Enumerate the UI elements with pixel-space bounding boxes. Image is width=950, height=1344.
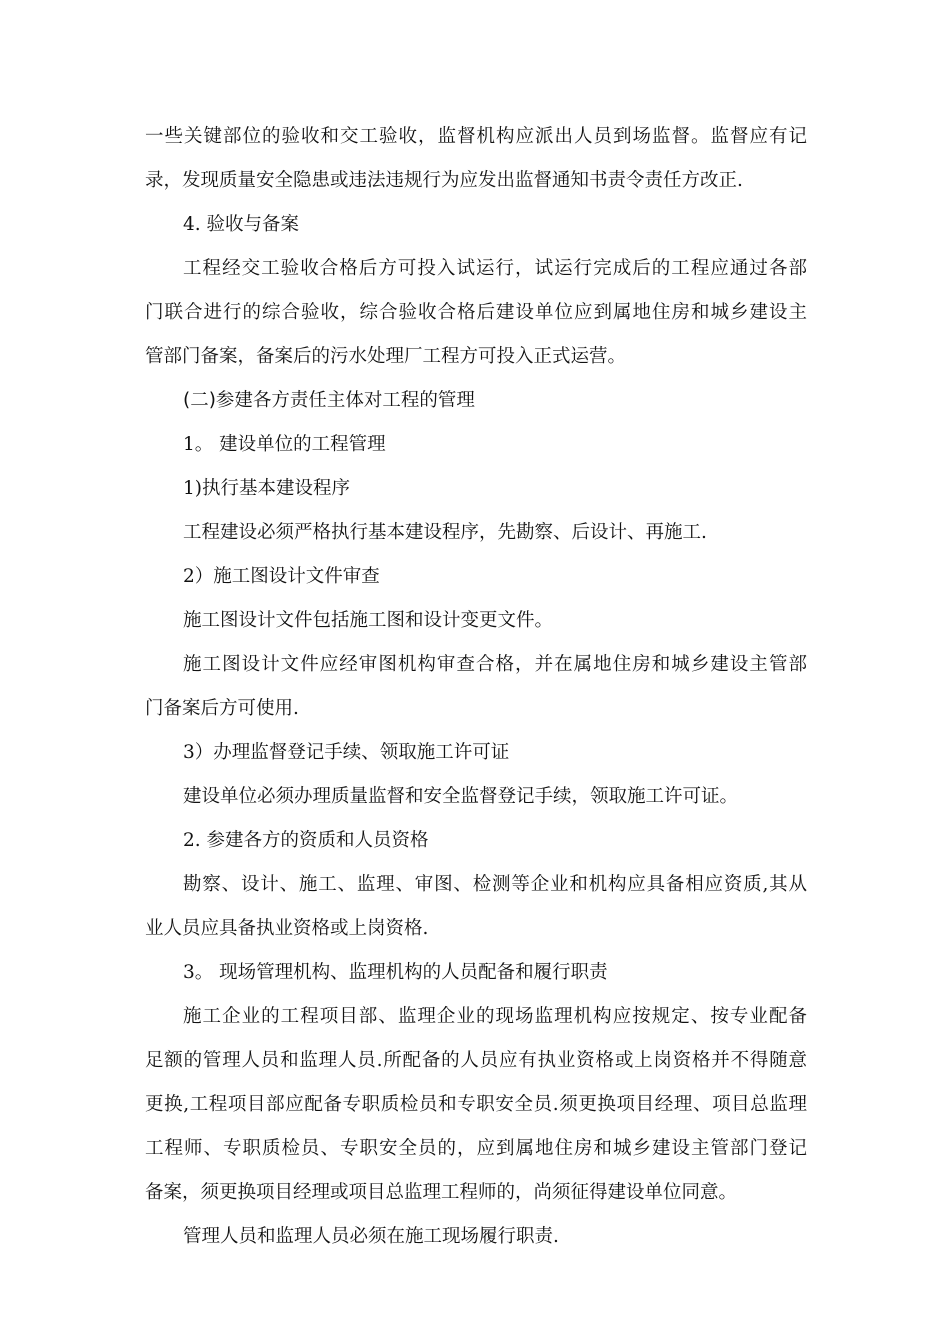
text-line: 门备案后方可使用. (145, 698, 299, 719)
text-line: 3）办理监督登记手续、领取施工许可证 (183, 742, 510, 763)
text-line: 更换,工程项目部应配备专职质检员和专职安全员.须更换项目经理、项目总监理 (145, 1094, 807, 1115)
text-line: 1。 建设单位的工程管理 (183, 434, 386, 455)
text-line: 工程经交工验收合格后方可投入试运行，试运行完成后的工程应通过各部 (183, 258, 807, 279)
text-line: 业人员应具备执业资格或上岗资格. (145, 918, 429, 939)
text-line: 2. 参建各方的资质和人员资格 (183, 830, 429, 851)
text-line: 工程师、专职质检员、专职安全员的，应到属地住房和城乡建设主管部门登记 (145, 1138, 807, 1159)
document-body (145, 120, 807, 1264)
text-line: 2）施工图设计文件审查 (183, 566, 380, 587)
text-line: 备案，须更换项目经理或项目总监理工程师的，尚须征得建设单位同意。 (145, 1182, 738, 1203)
text-line: 一些关键部位的验收和交工验收，监督机构应派出人员到场监督。监督应有记 (145, 126, 807, 147)
section-heading: (二)参建各方责任主体对工程的管理 (183, 390, 475, 411)
text-line: 施工企业的工程项目部、监理企业的现场监理机构应按规定、按专业配备 (183, 1006, 807, 1027)
text-line: 工程建设必须严格执行基本建设程序，先勘察、后设计、再施工. (183, 522, 707, 543)
text-line: 勘察、设计、施工、监理、审图、检测等企业和机构应具备相应资质,其从 (183, 874, 807, 895)
text-line: 4. 验收与备案 (183, 214, 300, 235)
text-line: 管理人员和监理人员必须在施工现场履行职责. (183, 1226, 559, 1247)
text-line: 足额的管理人员和监理人员.所配备的人员应有执业资格或上岗资格并不得随意 (145, 1050, 807, 1071)
text-line: 录，发现质量安全隐患或违法违规行为应发出监督通知书责令责任方改正. (145, 170, 743, 191)
text-line: 门联合进行的综合验收，综合验收合格后建设单位应到属地住房和城乡建设主 (145, 302, 807, 323)
text-line: 1)执行基本建设程序 (183, 478, 350, 499)
text-line: 施工图设计文件应经审图机构审查合格，并在属地住房和城乡建设主管部 (183, 654, 807, 675)
text-line: 3。 现场管理机构、监理机构的人员配备和履行职责 (183, 962, 608, 983)
text-line: 施工图设计文件包括施工图和设计变更文件。 (183, 610, 554, 631)
text-line: 建设单位必须办理质量监督和安全监督登记手续，领取施工许可证。 (183, 786, 739, 807)
text-line: 管部门备案，备案后的污水处理厂工程方可投入正式运营。 (145, 346, 627, 367)
